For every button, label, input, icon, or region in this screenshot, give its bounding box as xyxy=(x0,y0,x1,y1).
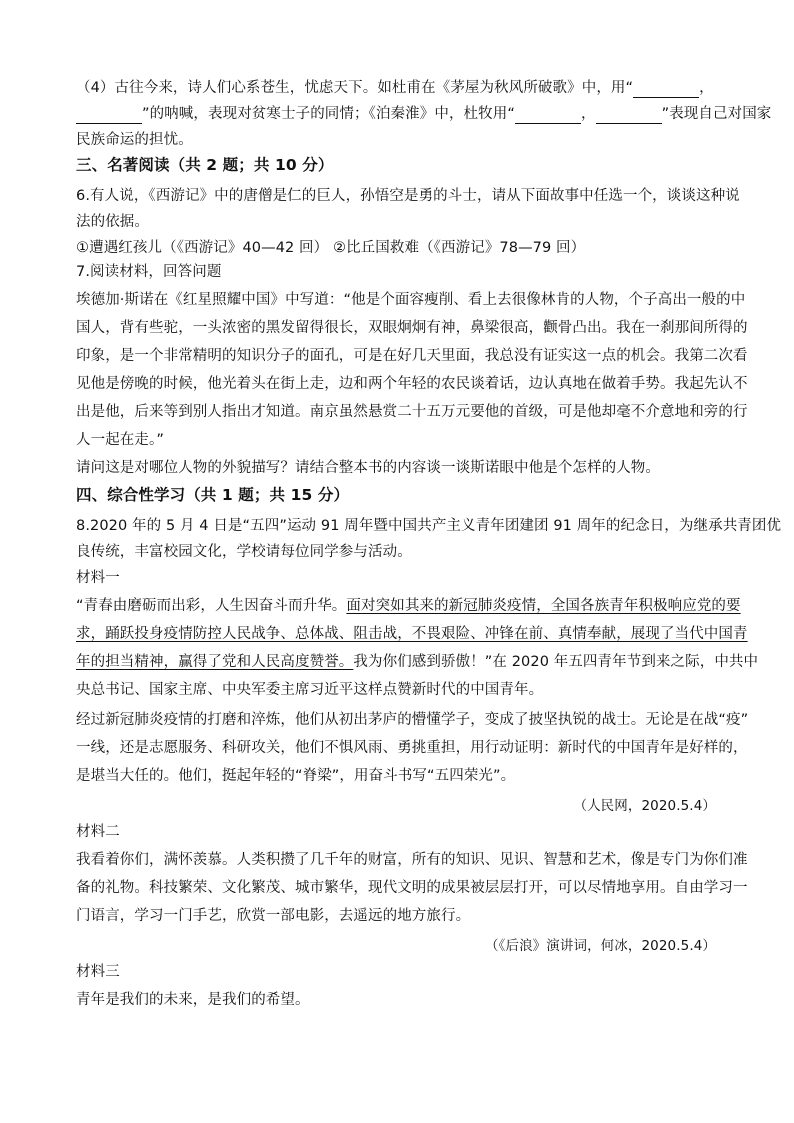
q4-line-3: 民族命运的担忧。 xyxy=(76,132,193,148)
material-2-source: （《后浪》演讲词，何冰，2020.5.4） xyxy=(485,938,716,954)
q4-line-2 xyxy=(76,104,772,124)
material-3-title: 材料三 xyxy=(76,964,120,980)
answer-blank-2[interactable] xyxy=(76,108,142,124)
answer-blank-4[interactable] xyxy=(596,108,662,124)
material-2-title: 材料二 xyxy=(76,824,120,840)
q7-passage-line: 埃德加·斯诺在《红星照耀中国》中写道：“他是个面容瘦削、看上去很像林肯的人物，个子高出一般的中 xyxy=(76,292,746,308)
material-1-title: 材料一 xyxy=(76,570,120,586)
material-1-text: 我为你们感到骄傲！”在 2020 年五四青年节到来之际，中共中 xyxy=(353,654,759,670)
material-1-text: “青春由磨砺而出彩，人生因奋斗而升华。 xyxy=(76,598,347,614)
q6-options: ①遭遇红孩儿（《西游记》40—42 回） ②比丘国救难（《西游记》78—79 回） xyxy=(76,240,586,256)
underlined-text: 求，踊跃投身疫情防控人民战争、总体战、阻击战，不畏艰险、冲锋在前、真情奉献，展现了当代中国青 xyxy=(76,626,748,642)
q7-passage-line: 国人，背有些驼，一头浓密的黑发留得很长，双眼炯炯有神，鼻梁很高，颧骨凸出。我在一刹那间所得的 xyxy=(76,320,748,336)
underlined-text: 年的担当精神，赢得了党和人民高度赞誉。 xyxy=(76,654,354,670)
material-1-paragraph-line: 一线，还是志愿服务、科研攻关，他们不惧风雨、勇挑重担，用行动证明：新时代的中国青年是好样的， xyxy=(76,740,748,756)
section-4-heading: 四、综合性学习（共 1 题；共 15 分） xyxy=(76,486,350,504)
q7-passage-line: 印象，是一个非常精明的知识分子的面孔，可是在好几天里面，我总没有证实这一点的机会。我第二次看 xyxy=(76,348,748,364)
q4-text-2: ”的呐喊，表现对贫寒士子的同情；《泊秦淮》中，杜牧用“ xyxy=(142,106,515,122)
material-1-paragraph-line: 是堪当大任的。他们，挺起年轻的“脊梁”，用奋斗书写“五四荣光”。 xyxy=(76,768,516,784)
q4-line-1 xyxy=(76,78,716,98)
q4-comma-1: ， xyxy=(699,80,714,96)
q4-comma-2: ， xyxy=(580,106,596,122)
q8-line-2: 良传统，丰富校园文化，学校请每位同学参与活动。 xyxy=(76,544,412,560)
material-1-source: （人民网，2020.5.4） xyxy=(573,798,716,814)
material-1-line-4: 央总书记、国家主席、中央军委主席习近平这样点赞新时代的中国青年。 xyxy=(76,682,544,698)
material-2-line: 我看着你们，满怀羡慕。人类积攒了几千年的财富，所有的知识、见识、智慧和艺术，像是专门为你们准 xyxy=(76,852,748,868)
q7-passage-line: 见他是傍晚的时候，他光着头在街上走，边和两个年轻的农民谈着话，边认真地在做着手势。我起先认不 xyxy=(76,376,748,392)
material-1-line-3 xyxy=(76,652,759,672)
q8-line-1: 8.2020 年的 5 月 4 日是“五四”运动 91 周年暨中国共产主义青年团建团 91 周年的纪念日，为继承共青团优 xyxy=(76,518,782,534)
material-3-line-1: 青年是我们的未来，是我们的希望。 xyxy=(76,992,310,1008)
q7-passage-line: 出是他，后来等到别人指出才知道。南京虽然悬赏二十五万元要他的首级，可是他却毫不介意地和旁的行 xyxy=(76,404,748,420)
q7-title: 7.阅读材料，回答问题 xyxy=(76,264,222,280)
answer-blank-1[interactable] xyxy=(633,82,699,98)
material-2-line: 门语言，学习一门手艺，欣赏一部电影，去遥远的地方旅行。 xyxy=(76,908,471,924)
q6-line-1: 6.有人说，《西游记》中的唐僧是仁的巨人，孙悟空是勇的斗士，请从下面故事中任选一个，谈谈这种说 xyxy=(76,188,740,204)
material-1-line-1 xyxy=(76,596,741,616)
q4-text-1: （4）古往今来，诗人们心系苍生，忧虑天下。如杜甫在《茅屋为秋风所破歌》中，用“ xyxy=(76,80,634,96)
q4-text-3: ”表现自己对国家 xyxy=(661,106,772,122)
underlined-text: 面对突如其来的新冠肺炎疫情，全国各族青年积极响应党的要 xyxy=(346,598,741,614)
answer-blank-3[interactable] xyxy=(515,108,581,124)
q6-line-2: 法的依据。 xyxy=(76,214,149,230)
material-1-line-2 xyxy=(76,624,748,644)
material-2-line: 备的礼物。科技繁荣、文化繁茂、城市繁华，现代文明的成果被层层打开，可以尽情地享用。自由学习一 xyxy=(76,880,748,896)
q7-question: 请问这是对哪位人物的外貌描写？请结合整本书的内容谈一谈斯诺眼中他是个怎样的人物。 xyxy=(76,460,660,476)
material-1-paragraph-line: 经过新冠肺炎疫情的打磨和淬炼，他们从初出茅庐的懵懂学子，变成了披坚执锐的战士。无论是在战“疫” xyxy=(76,712,749,728)
q7-passage-line: 人一起在走。” xyxy=(76,432,164,448)
section-3-heading: 三、名著阅读（共 2 题；共 10 分） xyxy=(76,156,334,174)
